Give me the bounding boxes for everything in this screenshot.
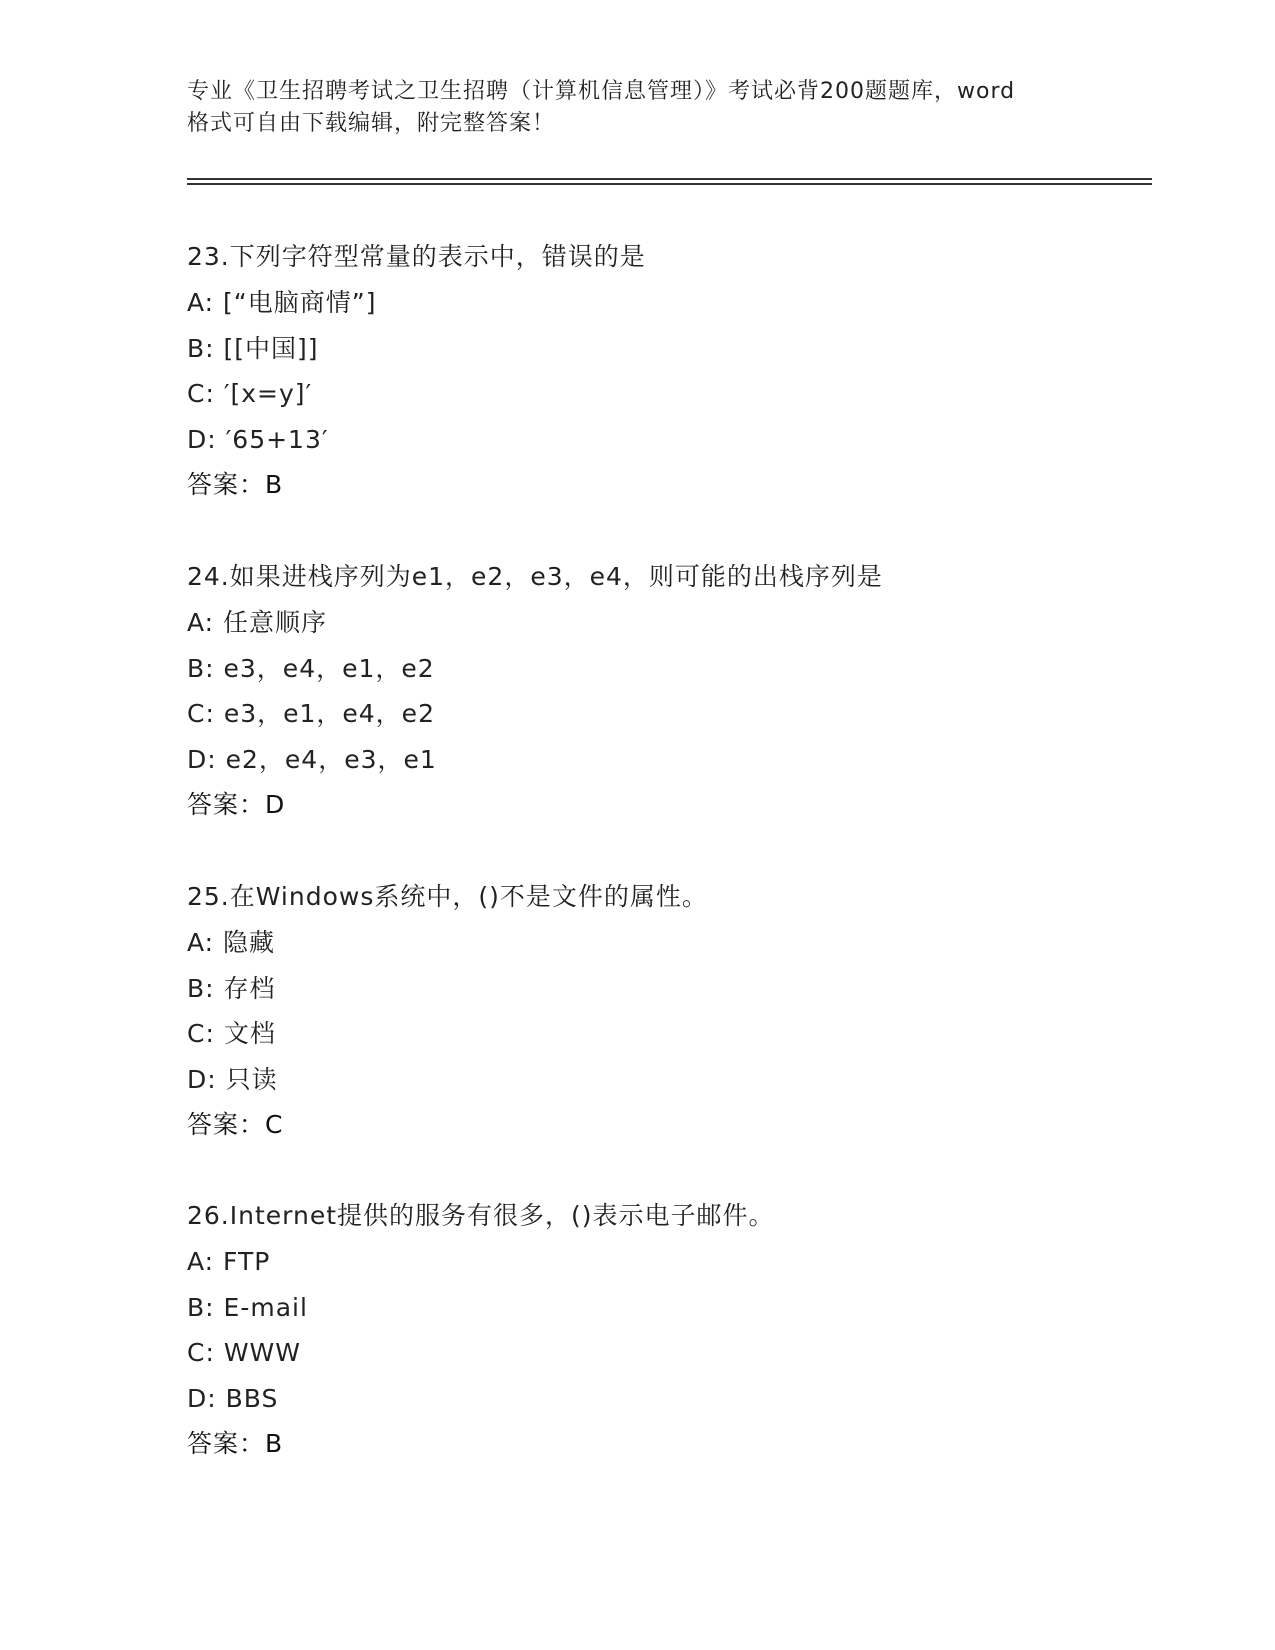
header-divider-bottom bbox=[187, 183, 1152, 185]
question-title: 23.下列字符型常量的表示中，错误的是 bbox=[187, 242, 646, 271]
question-26 bbox=[187, 1193, 1147, 1467]
document-header bbox=[187, 76, 1087, 140]
option-a: A: 任意顺序 bbox=[187, 608, 328, 637]
option-c: C: e3，e1，e4，e2 bbox=[187, 699, 435, 728]
answer-line: 答案：B bbox=[187, 1429, 284, 1458]
option-c: C: ′[x=y]′ bbox=[187, 379, 313, 408]
option-b: B: E-mail bbox=[187, 1292, 308, 1322]
option-c: C: WWW bbox=[187, 1338, 301, 1367]
answer-line: 答案：D bbox=[187, 790, 286, 819]
option-c: C: 文档 bbox=[187, 1019, 276, 1048]
question-23 bbox=[187, 234, 1147, 508]
question-title: 24.如果进栈序列为e1，e2，e3，e4，则可能的出栈序列是 bbox=[187, 562, 883, 591]
option-d: D: e2，e4，e3，e1 bbox=[187, 744, 437, 774]
question-title: 26.Internet提供的服务有很多，()表示电子邮件。 bbox=[187, 1201, 775, 1230]
option-d: D: 只读 bbox=[187, 1064, 278, 1094]
question-title: 25.在Windows系统中，()不是文件的属性。 bbox=[187, 882, 708, 911]
option-b: B: e3，e4，e1，e2 bbox=[187, 653, 435, 683]
option-b: B: 存档 bbox=[187, 973, 276, 1003]
question-25 bbox=[187, 874, 1147, 1148]
option-a: A: [“电脑商情”] bbox=[187, 288, 377, 317]
option-a: A: 隐藏 bbox=[187, 928, 276, 957]
header-line-1: 专业《卫生招聘考试之卫生招聘（计算机信息管理）》考试必背200题题库，word bbox=[187, 79, 1016, 104]
answer-line: 答案：C bbox=[187, 1110, 284, 1139]
answer-line: 答案：B bbox=[187, 470, 284, 499]
option-d: D: BBS bbox=[187, 1383, 279, 1413]
option-a: A: FTP bbox=[187, 1247, 271, 1276]
option-d: D: ′65+13′ bbox=[187, 424, 329, 454]
option-b: B: [[中国]] bbox=[187, 333, 319, 363]
question-24 bbox=[187, 554, 1147, 828]
header-divider-top bbox=[187, 178, 1152, 180]
header-line-2: 格式可自由下载编辑，附完整答案！ bbox=[187, 111, 556, 136]
